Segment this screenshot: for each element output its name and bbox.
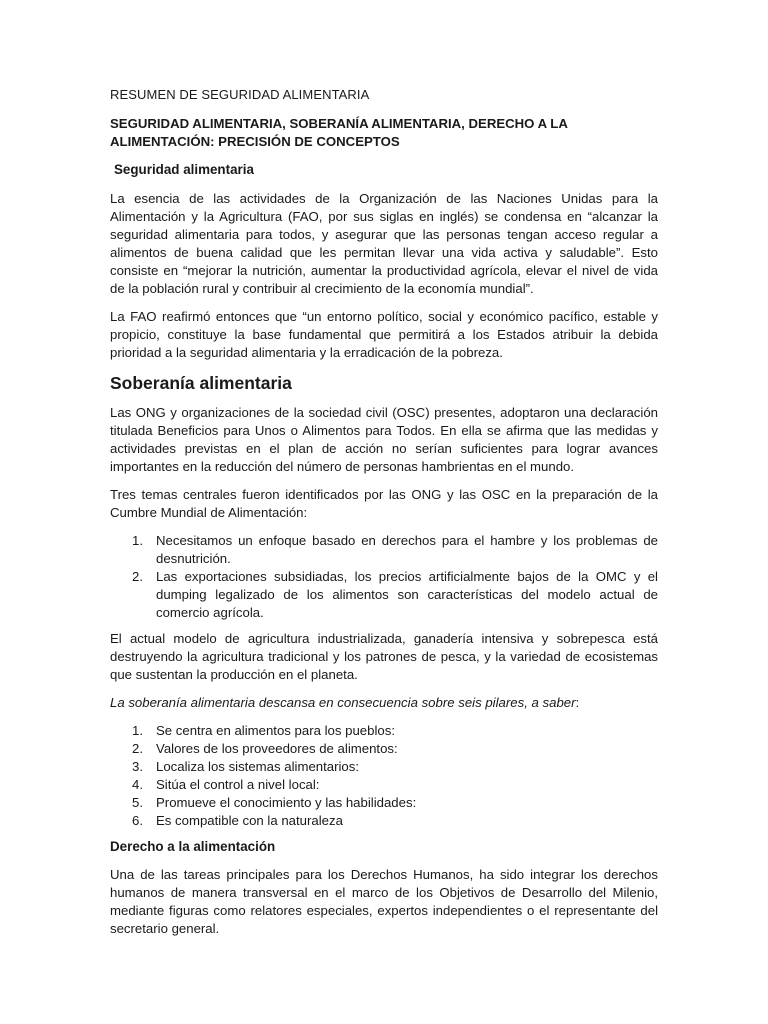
numbered-list-pilares bbox=[110, 722, 658, 830]
paragraph: Tres temas centrales fueron identificados por las ONG y las OSC en la preparación de la Cumbre Mundial de Alimentación: bbox=[110, 487, 658, 520]
list-item-text: Necesitamos un enfoque basado en derechos para el hambre y los problemas de desnutrición. bbox=[156, 533, 658, 566]
paragraph: El actual modelo de agricultura industrializada, ganadería intensiva y sobrepesca está destruyendo la agricultura tradicional y los patrones de pesca, y la variedad de ecosistemas que sustentan la producción en el planeta. bbox=[110, 631, 658, 682]
list-item-number: 3. bbox=[132, 759, 143, 774]
list-item-text: Localiza los sistemas alimentarios: bbox=[156, 759, 360, 774]
list-item-number: 4. bbox=[132, 777, 143, 792]
section-heading-seguridad: Seguridad alimentaria bbox=[114, 162, 254, 177]
list-item-text: Sitúa el control a nivel local: bbox=[156, 777, 320, 792]
list-item bbox=[132, 776, 658, 794]
list-item-number: 1. bbox=[132, 533, 143, 548]
list-item-text: Promueve el conocimiento y las habilidades: bbox=[156, 795, 417, 810]
paragraph: La esencia de las actividades de la Organización de las Naciones Unidas para la Alimentación y la Agricultura (FAO, por sus siglas en inglés) se condensa en “alcanzar la seguridad alimentaria para todos, y asegurar que las personas tengan acceso regular a alimentos de buena calidad que les permitan llevar una vida activa y saludable”. Esto consiste en “mejorar la nutrición, aumentar la productividad agrícola, elevar el nivel de vida de la población rural y contribuir al crecimiento de la economía mundial”. bbox=[110, 191, 658, 296]
numbered-list-temas bbox=[110, 532, 658, 622]
list-item-number: 5. bbox=[132, 795, 143, 810]
section-heading-soberania: Soberanía alimentaria bbox=[110, 373, 292, 393]
list-item-number: 2. bbox=[132, 569, 143, 584]
list-item-number: 6. bbox=[132, 813, 143, 828]
list-item-number: 1. bbox=[132, 723, 143, 738]
list-item bbox=[132, 812, 658, 830]
pillars-intro-colon: : bbox=[575, 695, 580, 710]
list-item bbox=[132, 722, 658, 740]
list-item-text: Es compatible con la naturaleza bbox=[156, 813, 343, 828]
list-item bbox=[132, 758, 658, 776]
list-item-text: Se centra en alimentos para los pueblos: bbox=[156, 723, 395, 738]
document-title: RESUMEN DE SEGURIDAD ALIMENTARIA bbox=[110, 87, 370, 102]
list-item-text: Valores de los proveedores de alimentos: bbox=[156, 741, 398, 756]
paragraph: La FAO reafirmó entonces que “un entorno político, social y económico pacífico, estable y propicio, constituye la base fundamental que permitirá a los Estados atribuir la debida prioridad a la seguridad alimentaria y la erradicación de la pobreza. bbox=[110, 309, 658, 360]
pillars-intro bbox=[110, 694, 658, 712]
list-item bbox=[132, 740, 658, 758]
list-item bbox=[132, 568, 658, 622]
pillars-intro-text: La soberanía alimentaria descansa en consecuencia sobre seis pilares, a saber bbox=[110, 695, 576, 710]
list-item bbox=[132, 532, 658, 568]
list-item-text: Las exportaciones subsidiadas, los precios artificialmente bajos de la OMC y el dumping legalizado de los alimentos son características del modelo actual de comercio agrícola. bbox=[156, 569, 658, 620]
paragraph: Las ONG y organizaciones de la sociedad civil (OSC) presentes, adoptaron una declaración titulada Beneficios para Unos o Alimentos para Todos. En ella se afirma que las medidas y actividades previstas en el plan de acción no serían suficientes para lograr avances importantes en la reducción del número de personas hambrientas en el mundo. bbox=[110, 405, 658, 474]
section-heading-derecho: Derecho a la alimentación bbox=[110, 839, 276, 854]
list-item-number: 2. bbox=[132, 741, 143, 756]
list-item bbox=[132, 794, 658, 812]
main-heading: SEGURIDAD ALIMENTARIA, SOBERANÍA ALIMENTARIA, DERECHO A LA ALIMENTACIÓN: PRECISIÓN DE CONCEPTOS bbox=[110, 116, 568, 149]
paragraph: Una de las tareas principales para los Derechos Humanos, ha sido integrar los derechos humanos de manera transversal en el marco de los Objetivos de Desarrollo del Milenio, mediante figuras como relatores especiales, expertos independientes o el representante del secretario general. bbox=[110, 867, 658, 936]
